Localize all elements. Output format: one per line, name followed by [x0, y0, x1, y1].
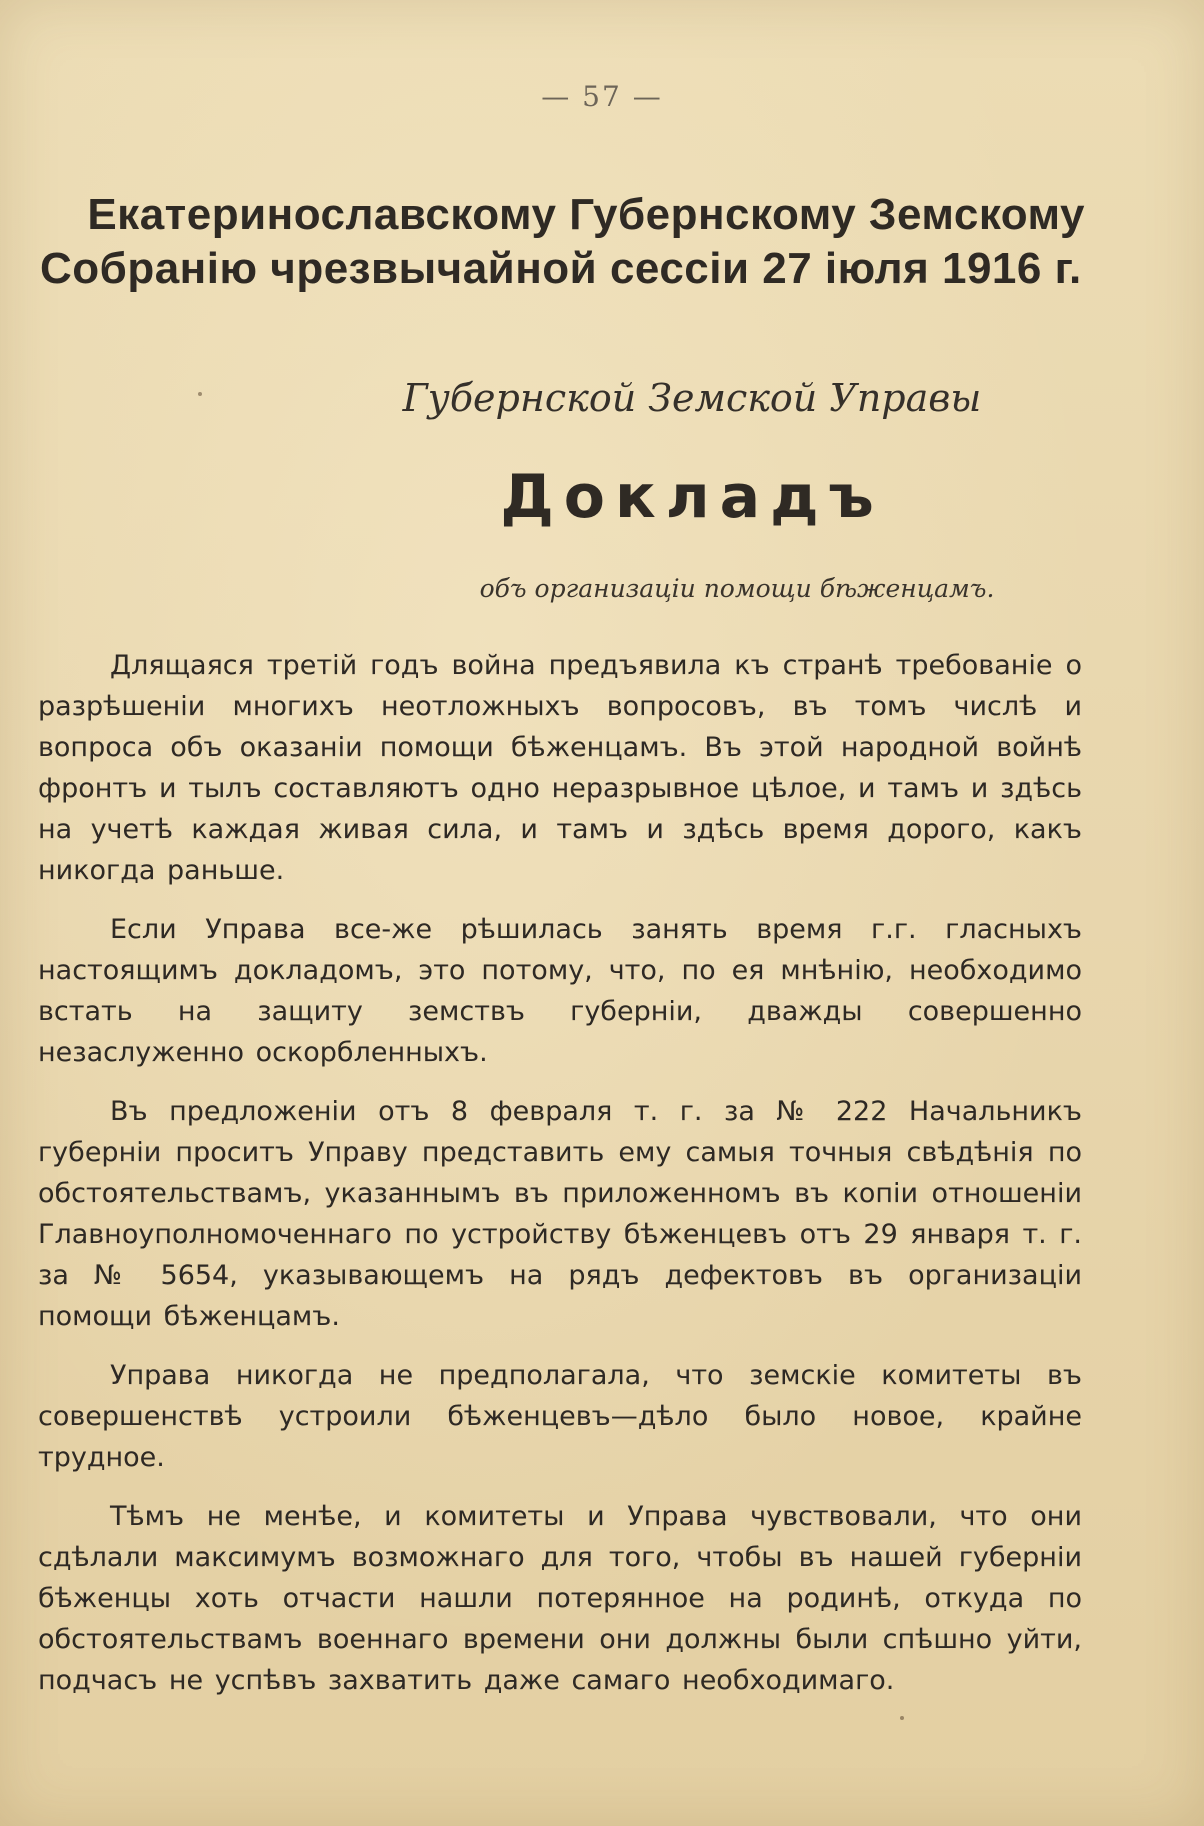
page-number: — 57 — [541, 80, 663, 113]
paper-speck [900, 1716, 904, 1720]
paragraph-4: Управа никогда не предполагала, что земскіе комитеты въ совершенствѣ устроили бѣженцевъ—дѣло было новое, крайне трудное. [38, 1360, 1082, 1473]
paragraph-5: Тѣмъ не менѣе, и комитеты и Управа чувствовали, что они сдѣлали максимумъ возможнаго для того, чтобы въ нашей губерніи бѣженцы хоть отчасти нашли потерянное на родинѣ, откуда по обстоятельствамъ военнаго времени они должны были спѣшно уйти, подчасъ не успѣвъ захватить даже самаго необходимаго. [38, 1501, 1082, 1696]
paragraph-1: Длящаяся третій годъ война предъявила къ странѣ требованіе о разрѣшеніи многихъ неотложныхъ вопросовъ, въ томъ числѣ и вопроса объ оказаніи помощи бѣженцамъ. Въ этой народной войнѣ фронтъ и тылъ составляютъ одно неразрывное цѣлое, и тамъ и здѣсь на учетѣ каждая живая сила, и тамъ и здѣсь время дорого, какъ никогда раньше. [38, 650, 1082, 886]
document-title [40, 188, 1085, 296]
document-body [38, 645, 1082, 1719]
title-line-1: Екатеринославскому Губернскому Земскому [87, 190, 1085, 239]
title-line-2: Собранію чрезвычайной сессіи 27 іюля 1916 г. [40, 244, 1082, 293]
document-topic: объ организаціи помощи бѣженцамъ. [479, 574, 995, 603]
document-heading: Докладъ [500, 462, 884, 532]
document-subtitle: Губернской Земской Управы [402, 376, 982, 420]
paper-speck [198, 392, 202, 396]
paragraph-2: Если Управа все-же рѣшилась занять время г.г. гласныхъ настоящимъ докладомъ, это потому, что, по ея мнѣнію, необходимо встать на защиту земствъ губерніи, дважды совершенно незаслуженно оскорбленныхъ. [38, 914, 1082, 1068]
paragraph-3: Въ предложеніи отъ 8 февраля т. г. за № 222 Начальникъ губерніи проситъ Управу представить ему самыя точныя свѣдѣнія по обстоятельствамъ, указаннымъ въ приложенномъ въ копіи отношеніи Главноуполномоченнаго по устройству бѣженцевъ отъ 29 января т. г. за № 5654, указывающемъ на рядъ дефектовъ въ организаціи помощи бѣженцамъ. [38, 1096, 1082, 1332]
